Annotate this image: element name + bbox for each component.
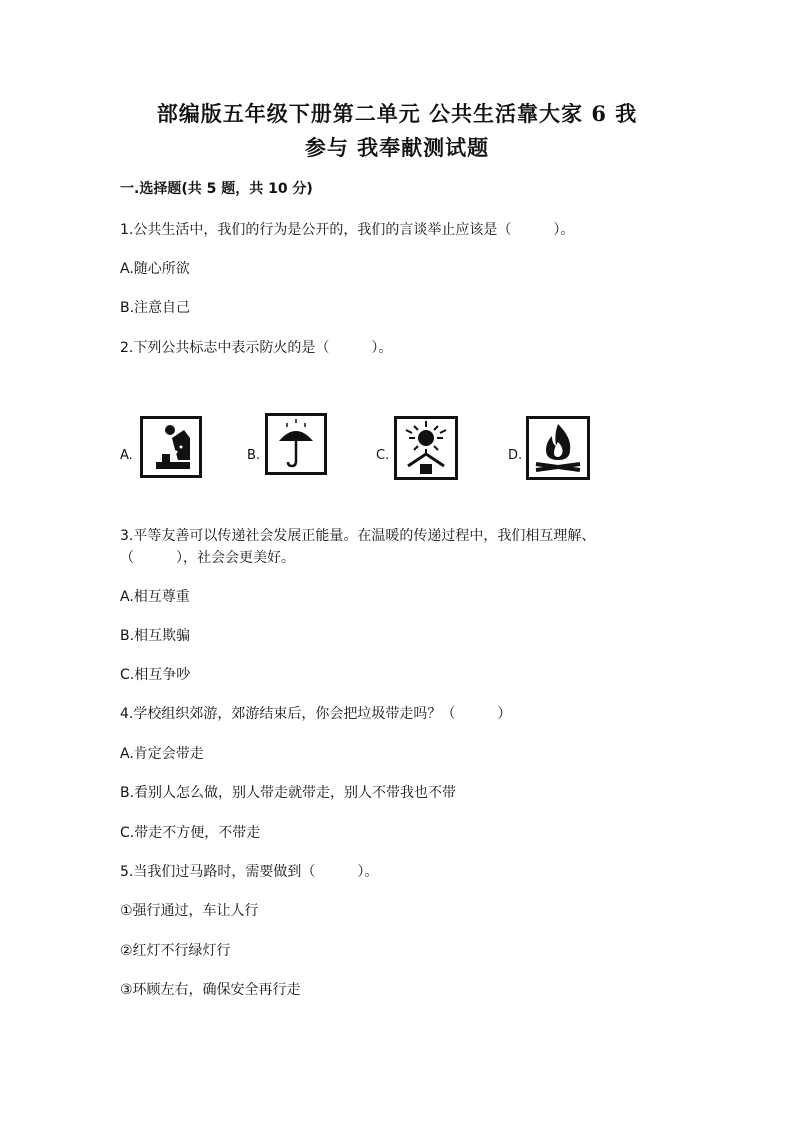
question-2-option-c-label: C.	[376, 448, 390, 463]
section-header: 一.选择题(共 5 题，共 10 分)	[120, 181, 313, 197]
question-3-option-c: C.相互争吵	[120, 667, 191, 683]
question-2-stem: 2.下列公共标志中表示防火的是（ ）。	[120, 340, 393, 356]
question-5-option-3: ③环顾左右，确保安全再行走	[120, 982, 301, 998]
question-3-stem-line-1: 3.平等友善可以传递社会发展正能量。在温暖的传递过程中，我们相互理解、	[120, 528, 596, 544]
fire-sign-icon	[526, 416, 590, 480]
sun-house-sign-icon	[394, 416, 458, 480]
question-5-option-2: ②红灯不行绿灯行	[120, 943, 231, 959]
question-5-option-1: ①强行通过，车让人行	[120, 903, 259, 919]
question-3-stem-line-2: （ ），社会会更美好。	[120, 550, 295, 566]
corrosive-sign-icon	[140, 416, 202, 478]
page-title-line-2: 参与 我奉献测试题	[304, 135, 490, 160]
question-4-stem: 4.学校组织郊游，郊游结束后，你会把垃圾带走吗？（ ）	[120, 706, 512, 722]
question-2-option-d-label: D.	[508, 448, 523, 463]
question-1-option-a: A.随心所欲	[120, 261, 190, 277]
question-4-option-a: A.肯定会带走	[120, 746, 204, 762]
question-1-option-b: B.注意自己	[120, 300, 191, 316]
question-4-option-b: B.看别人怎么做，别人带走就带走，别人不带我也不带	[120, 785, 457, 801]
question-3-option-a: A.相互尊重	[120, 589, 190, 605]
question-3-option-b: B.相互欺骗	[120, 628, 191, 644]
question-2-option-a-label: A.	[120, 448, 133, 463]
question-1-stem: 1.公共生活中，我们的行为是公开的，我们的言谈举止应该是（ ）。	[120, 222, 575, 238]
question-2-option-b-label: B.	[247, 448, 261, 463]
page-title-line-1: 部编版五年级下册第二单元 公共生活靠大家 6 我	[156, 101, 638, 126]
question-4-option-c: C.带走不方便，不带走	[120, 825, 261, 841]
umbrella-sign-icon	[265, 413, 327, 475]
question-5-stem: 5.当我们过马路时，需要做到（ ）。	[120, 864, 379, 880]
